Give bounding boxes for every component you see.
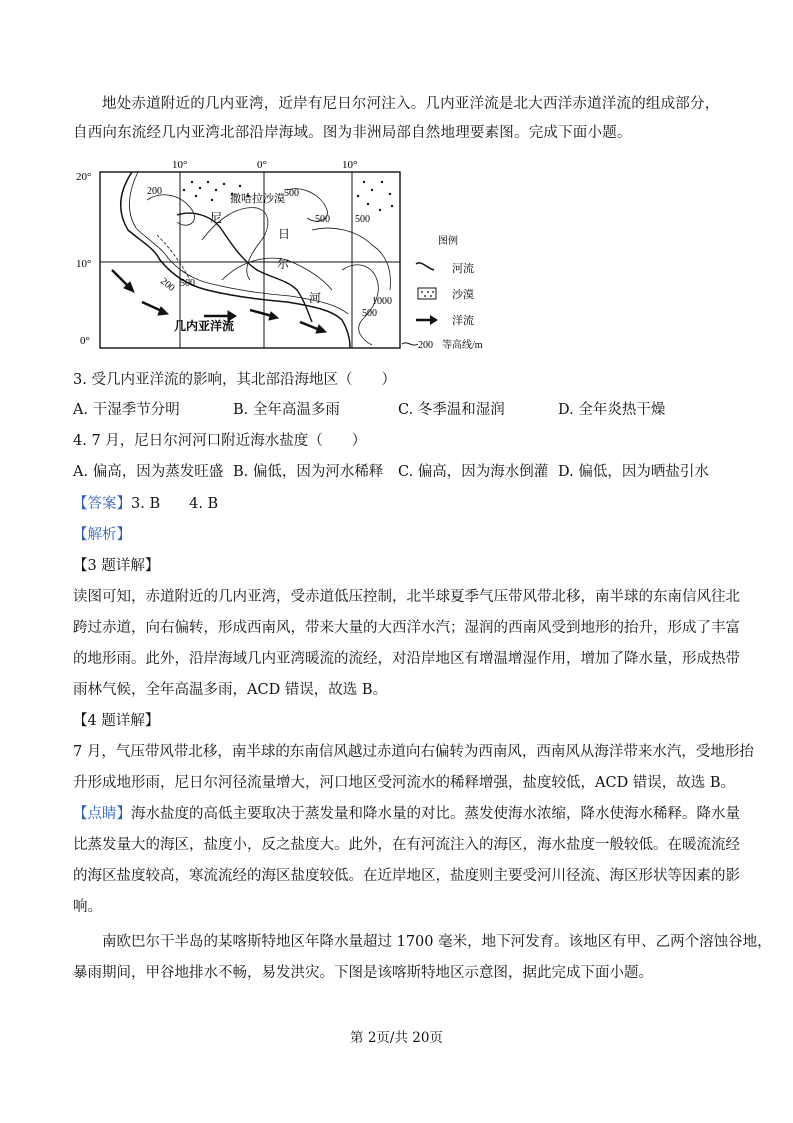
legend-desert-icon	[418, 288, 436, 299]
detail-3-line-1: 读图可知，赤道附近的几内亚湾，受赤道低压控制，北半球夏季气压带风带北移，南半球的东南信风往北	[73, 589, 740, 605]
contour-label-200-nw: 200	[147, 186, 162, 197]
niger-river	[177, 213, 312, 322]
lon-label-10e: 10°	[342, 160, 358, 171]
next-passage-line-1: 南欧巴尔干半岛的某喀斯特地区年降水量超过 1700 毫米，地下河发育。该地区有甲、乙两个溶蚀谷地，	[102, 934, 772, 950]
tip-line-3: 的海区盐度较高，寒流流经的海区盐度较低。在近岸地区，盐度则主要受河川径流、海区形状等因素的影	[73, 868, 740, 884]
answer-label: 【答案】	[73, 496, 131, 512]
label-ni: 尼	[210, 211, 223, 225]
contour-label-200-coast: 200	[158, 275, 177, 294]
contour-label-500-east: 500	[355, 214, 370, 225]
legend-desert-label: 沙漠	[452, 289, 474, 301]
page-footer: 第 2页/共 20页	[350, 1030, 443, 1046]
q3-option-c[interactable]: C. 冬季温和湿润	[398, 402, 505, 418]
q3-option-b[interactable]: B. 全年高温多雨	[233, 402, 340, 418]
legend-river-icon	[416, 263, 434, 270]
map-legend	[402, 234, 483, 351]
lon-label-10w: 10°	[172, 160, 188, 171]
label-he: 河	[309, 291, 322, 305]
legend-river-label: 河流	[452, 263, 474, 275]
label-guinea-current: 几内亚洋流	[174, 319, 235, 333]
detail-4-title: 【4 题详解】	[73, 713, 160, 729]
contour-label-500-ne: 500	[315, 214, 330, 225]
label-sahara: 撒哈拉沙漠	[230, 193, 285, 205]
contour-label-1000: 1000	[372, 296, 392, 307]
detail-3-title: 【3 题详解】	[73, 558, 160, 574]
next-passage-line-2: 暴雨期间，甲谷地排水不畅，易发洪灾。下图是该喀斯特地区示意图，据此完成下面小题。	[73, 965, 653, 981]
africa-map-figure	[72, 160, 512, 360]
q3-stem: 3. 受几内亚洋流的影响，其北部沿海地区（ ）	[73, 372, 396, 388]
lon-label-0: 0°	[257, 160, 267, 171]
lat-label-0: 0°	[80, 335, 90, 347]
analysis-label: 【解析】	[73, 527, 131, 543]
q4-stem: 4. 7 月，尼日尔河河口附近海水盐度（ ）	[73, 433, 367, 449]
legend-current-label: 洋流	[452, 315, 474, 327]
tip-row	[73, 802, 740, 823]
detail-4-line-1: 7 月，气压带风带北移，南半球的东南信风越过赤道向右偏转为西南风，西南风从海洋带来水汽，受地形抬	[73, 744, 754, 760]
contour-label-500-se: 500	[362, 308, 377, 319]
legend-title: 图例	[438, 236, 458, 247]
answer-row	[73, 492, 218, 513]
detail-3-line-4: 雨林气候，全年高温多雨，ACD 错误，故选 B。	[73, 682, 388, 698]
legend-contour-label: 等高线/m	[442, 340, 483, 351]
label-er: 尔	[277, 257, 290, 271]
legend-contour-value: 200	[418, 340, 433, 351]
detail-3-line-2: 跨过赤道，向右偏转，形成西南风，带来大量的大西洋水汽；湿润的西南风受到地形的抬升，形成了丰富	[73, 620, 740, 636]
lat-label-10: 10°	[76, 258, 92, 270]
detail-3-line-3: 的地形雨。此外，沿岸海域几内亚湾暖流的流经，对沿岸地区有增温增湿作用，增加了降水量，形成热带	[73, 651, 740, 667]
contour-200-north	[147, 195, 194, 225]
intro-paragraph: 地处赤道附近的几内亚湾，近岸有尼日尔河注入。几内亚洋流是北大西洋赤道洋流的组成部分，自西向东流经几内亚湾北部沿岸海域。图为非洲局部自然地理要素图。完成下面小题。	[73, 96, 720, 141]
tip-line-4: 响。	[73, 899, 102, 915]
q4-option-c[interactable]: C. 偏高，因为海水倒灌	[398, 464, 549, 480]
q4-option-b[interactable]: B. 偏低，因为河水稀释	[233, 464, 384, 480]
label-ri: 日	[278, 227, 291, 241]
contour-500-south	[312, 228, 390, 290]
answer-text: 3. B 4. B	[131, 496, 219, 512]
tip-line-2: 比蒸发量大的海区，盐度小，反之盐度大。此外，在有河流注入的海区，海水盐度一般较低。在暖流流经	[73, 837, 740, 853]
legend-contour-icon	[402, 343, 418, 345]
detail-4-line-2: 升形成地形雨，尼日尔河径流量增大，河口地区受河流水的稀释增强，盐度较低，ACD 错误，故选 B。	[73, 775, 736, 791]
contour-label-500-north: 500	[284, 188, 299, 199]
q3-option-a[interactable]: A. 干湿季节分明	[73, 402, 180, 418]
tip-first-line: 海水盐度的高低主要取决于蒸发量和降水量的对比。蒸发使海水浓缩，降水使海水稀释。降水量	[131, 806, 740, 822]
lat-label-20: 20°	[76, 171, 92, 183]
q4-option-d[interactable]: D. 偏低，因为晒盐引水	[558, 464, 709, 480]
q3-option-d[interactable]: D. 全年炎热干燥	[558, 402, 666, 418]
q4-option-a[interactable]: A. 偏高，因为蒸发旺盛	[73, 464, 224, 480]
contour-label-500-coast: 500	[180, 278, 195, 289]
tip-label: 【点睛】	[73, 806, 131, 822]
